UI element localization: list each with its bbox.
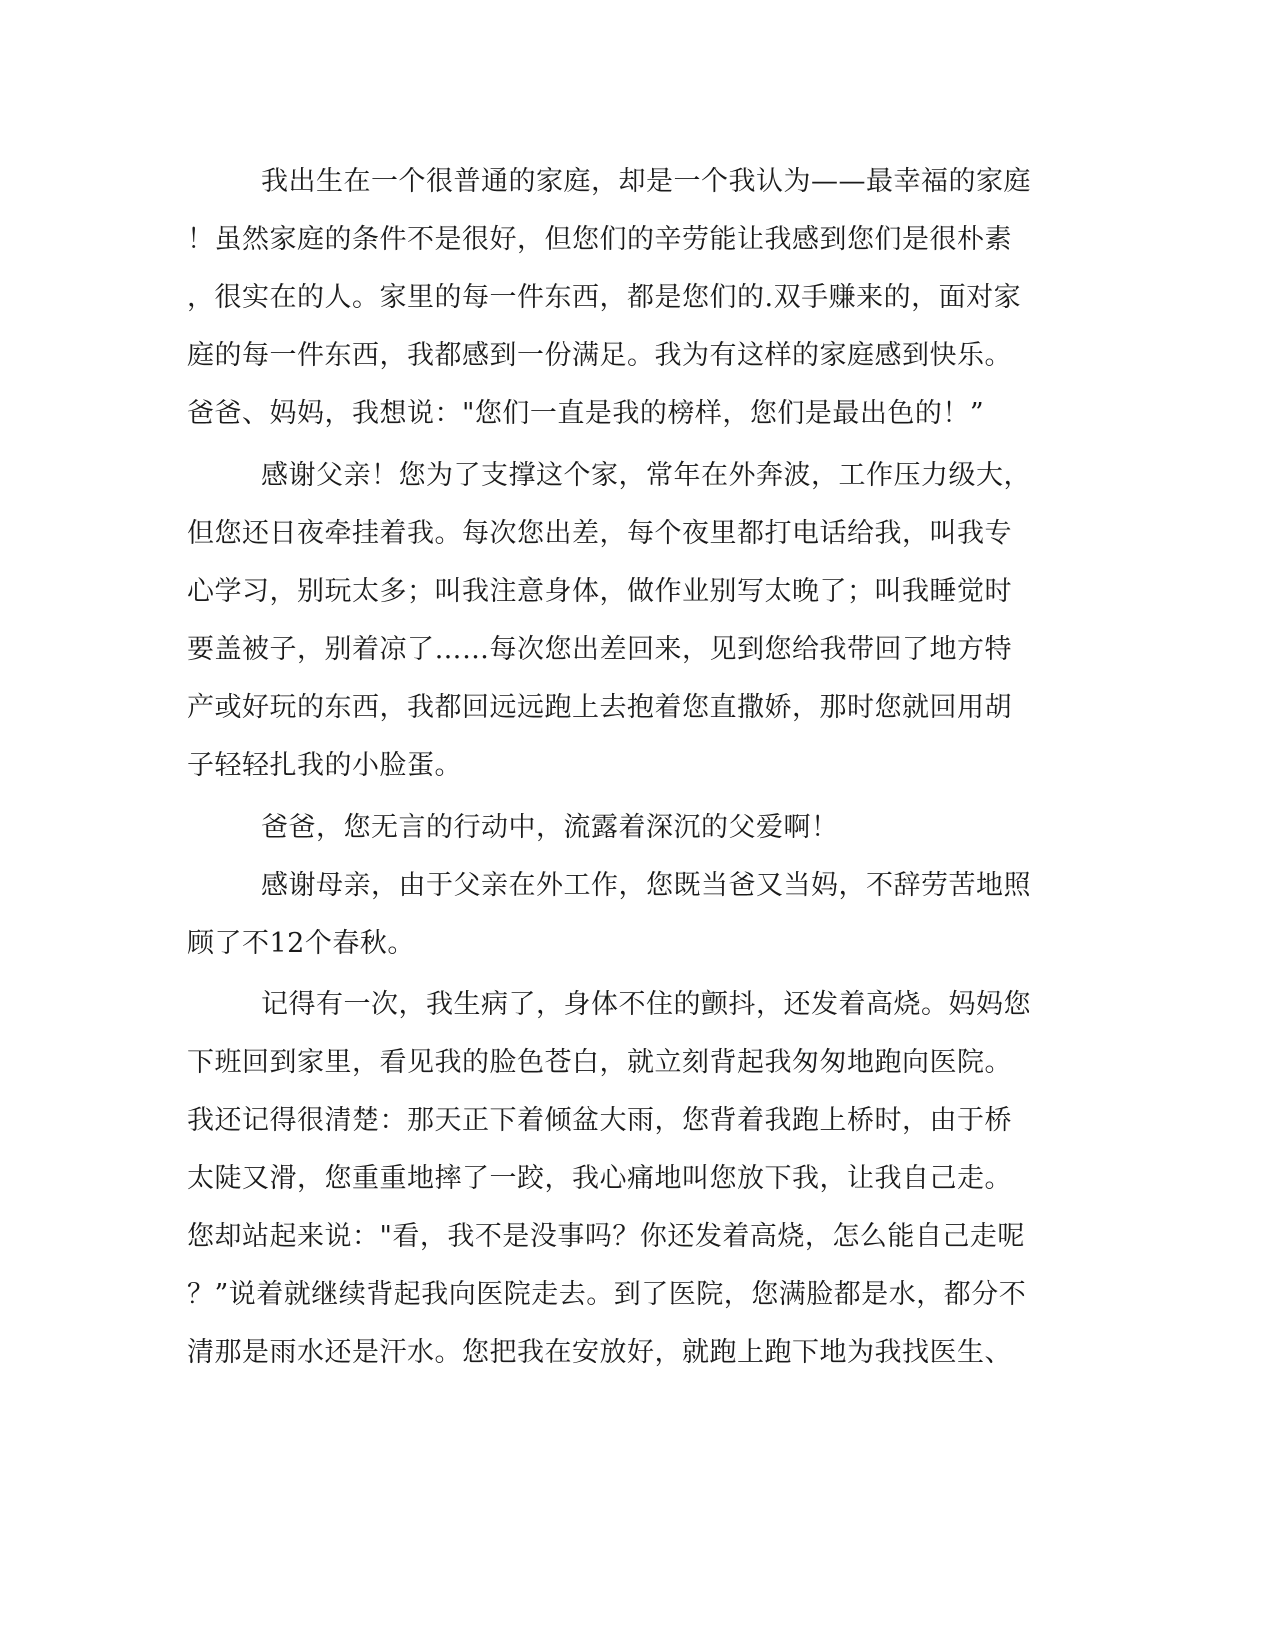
paragraph-line: ，很实在的人。家里的每一件东西，都是您们的.双手赚来的，面对家 xyxy=(187,282,1022,313)
paragraph-line: 顾了不12个春秋。 xyxy=(187,928,415,959)
paragraph-line: 爸爸、妈妈，我想说："您们一直是我的榜样，您们是最出色的！” xyxy=(187,398,985,429)
paragraph-line: 庭的每一件东西，我都感到一份满足。我为有这样的家庭感到快乐。 xyxy=(187,340,1012,371)
paragraph-line: ！虽然家庭的条件不是很好，但您们的辛劳能让我感到您们是很朴素 xyxy=(187,224,1012,255)
paragraph-line: ？”说着就继续背起我向医院走去。到了医院，您满脸都是水，都分不 xyxy=(187,1279,1027,1310)
paragraph-line: 要盖被子，别着凉了……每次您出差回来，见到您给我带回了地方特 xyxy=(187,634,1012,665)
paragraph-line: 产或好玩的东西，我都回远远跑上去抱着您直撒娇，那时您就回用胡 xyxy=(187,692,1012,723)
paragraph-line: 心学习，别玩太多；叫我注意身体，做作业别写太晚了；叫我睡觉时 xyxy=(187,576,1012,607)
paragraph-line: 您却站起来说："看，我不是没事吗？你还发着高烧，怎么能自己走呢 xyxy=(187,1221,1025,1252)
paragraph-line: 我还记得很清楚：那天正下着倾盆大雨，您背着我跑上桥时，由于桥 xyxy=(187,1105,1012,1136)
paragraph-line: 爸爸，您无言的行动中，流露着深沉的父爱啊！ xyxy=(261,812,839,843)
paragraph-line: 我出生在一个很普通的家庭，却是一个我认为——最幸福的家庭 xyxy=(261,166,1031,197)
paragraph-line: 感谢父亲！您为了支撑这个家，常年在外奔波，工作压力级大， xyxy=(261,460,1031,491)
paragraph-line: 感谢母亲，由于父亲在外工作，您既当爸又当妈，不辞劳苦地照 xyxy=(261,870,1031,901)
paragraph-line: 但您还日夜牵挂着我。每次您出差，每个夜里都打电话给我，叫我专 xyxy=(187,518,1012,549)
paragraph-line: 清那是雨水还是汗水。您把我在安放好，就跑上跑下地为我找医生、 xyxy=(187,1337,1012,1368)
paragraph-line: 下班回到家里，看见我的脸色苍白，就立刻背起我匆匆地跑向医院。 xyxy=(187,1047,1012,1078)
paragraph-line: 子轻轻扎我的小脸蛋。 xyxy=(187,750,462,781)
paragraph-line: 太陡又滑，您重重地摔了一跤，我心痛地叫您放下我，让我自己走。 xyxy=(187,1163,1012,1194)
paragraph-line: 记得有一次，我生病了，身体不住的颤抖，还发着高烧。妈妈您 xyxy=(261,989,1031,1020)
